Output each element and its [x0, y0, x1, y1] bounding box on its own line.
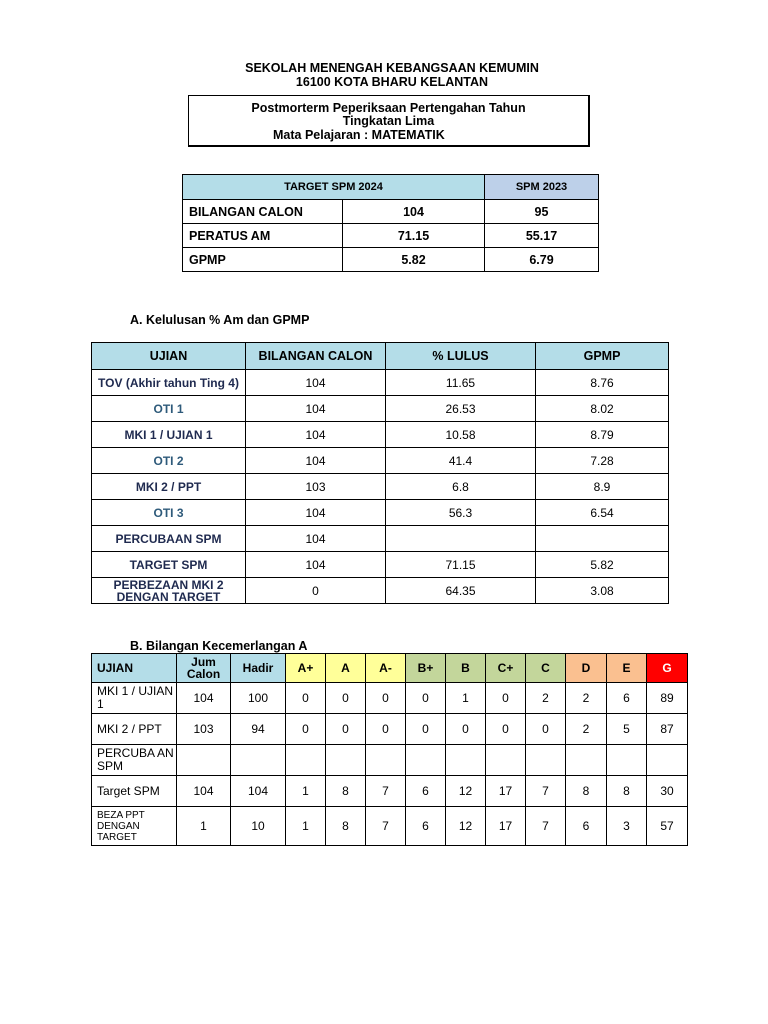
table-row: [92, 422, 669, 448]
cell: 87: [647, 714, 688, 745]
ujian-name: TARGET SPM: [92, 552, 246, 578]
section-a-table: [91, 342, 669, 604]
cell: 103: [177, 714, 231, 745]
ujian-name: MKI 2 / PPT: [92, 474, 246, 500]
table-row: [183, 248, 599, 272]
cell: 6: [566, 807, 607, 846]
school-name: SEKOLAH MENENGAH KEBANGSAAN KEMUMIN: [245, 61, 539, 75]
row-label: PERATUS AM: [183, 224, 343, 248]
header-grade-a-minus: A-: [366, 654, 406, 683]
calon-value: 104: [246, 448, 386, 474]
table-row: [92, 448, 669, 474]
cell: 57: [647, 807, 688, 846]
header-grade-b-plus: B+: [406, 654, 446, 683]
cell: 104: [177, 776, 231, 807]
cell: 2: [526, 683, 566, 714]
cell: 12: [446, 776, 486, 807]
gpmp-value: 8.9: [536, 474, 669, 500]
spm-2023-header: SPM 2023: [485, 175, 599, 200]
title-box: [188, 95, 590, 147]
calon-value: 104: [246, 370, 386, 396]
table-row: [92, 578, 669, 604]
ujian-name: PERCUBA AN SPM: [92, 745, 177, 776]
table-row: [92, 683, 688, 714]
row-label: BILANGAN CALON: [183, 200, 343, 224]
table-row: [92, 500, 669, 526]
calon-value: 104: [246, 500, 386, 526]
calon-value: 104: [246, 422, 386, 448]
row-label: GPMP: [183, 248, 343, 272]
spm2023-value: 55.17: [485, 224, 599, 248]
title-line-1: Postmorterm Peperiksaan Pertengahan Tahun: [251, 101, 526, 115]
ujian-name: MKI 1 / UJIAN 1: [92, 683, 177, 714]
ujian-name: MKI 1 / UJIAN 1: [92, 422, 246, 448]
cell: 1: [286, 776, 326, 807]
header-gpmp: GPMP: [536, 343, 669, 370]
cell: 104: [231, 776, 286, 807]
header-bilangan-calon: BILANGAN CALON: [246, 343, 386, 370]
cell: 104: [177, 683, 231, 714]
cell: [177, 745, 231, 776]
table-row: [92, 745, 688, 776]
cell: 7: [526, 776, 566, 807]
ujian-name: BEZA PPT DENGAN TARGET: [92, 807, 177, 846]
cell: 0: [406, 683, 446, 714]
lulus-value: 11.65: [386, 370, 536, 396]
cell: 17: [486, 776, 526, 807]
cell: 6: [406, 776, 446, 807]
cell: 10: [231, 807, 286, 846]
table-row: [183, 200, 599, 224]
cell: 8: [326, 776, 366, 807]
table-row: [183, 224, 599, 248]
target-table: [182, 174, 599, 272]
cell: 7: [366, 807, 406, 846]
table-row: [92, 370, 669, 396]
cell: 2: [566, 714, 607, 745]
cell: 0: [286, 683, 326, 714]
ujian-name: TOV (Akhir tahun Ting 4): [92, 370, 246, 396]
header-lulus: % LULUS: [386, 343, 536, 370]
lulus-value: 41.4: [386, 448, 536, 474]
table-row: [92, 714, 688, 745]
spm2023-value: 6.79: [485, 248, 599, 272]
calon-value: 103: [246, 474, 386, 500]
calon-value: 104: [246, 526, 386, 552]
target-value: 5.82: [343, 248, 485, 272]
gpmp-value: 8.76: [536, 370, 669, 396]
ujian-name: PERCUBAAN SPM: [92, 526, 246, 552]
section-b-title: B. Bilangan Kecemerlangan A: [130, 639, 308, 653]
section-a-header-row: [92, 343, 669, 370]
cell: [446, 745, 486, 776]
gpmp-value: 8.79: [536, 422, 669, 448]
gpmp-value: [536, 526, 669, 552]
cell: 5: [607, 714, 647, 745]
lulus-value: [386, 526, 536, 552]
cell: 0: [406, 714, 446, 745]
lulus-value: 64.35: [386, 578, 536, 604]
cell: 30: [647, 776, 688, 807]
cell: [566, 745, 607, 776]
gpmp-value: 8.02: [536, 396, 669, 422]
cell: 7: [366, 776, 406, 807]
table-row: [92, 807, 688, 846]
section-b-table: [91, 653, 688, 846]
cell: [231, 745, 286, 776]
table-row: [92, 474, 669, 500]
ujian-name: OTI 2: [92, 448, 246, 474]
ujian-name: OTI 1: [92, 396, 246, 422]
ujian-name: MKI 2 / PPT: [92, 714, 177, 745]
gpmp-value: 3.08: [536, 578, 669, 604]
cell: [326, 745, 366, 776]
ujian-name: OTI 3: [92, 500, 246, 526]
cell: 17: [486, 807, 526, 846]
cell: [286, 745, 326, 776]
calon-value: 0: [246, 578, 386, 604]
cell: 94: [231, 714, 286, 745]
lulus-value: 10.58: [386, 422, 536, 448]
ujian-name: Target SPM: [92, 776, 177, 807]
target-value: 71.15: [343, 224, 485, 248]
header-grade-b: B: [446, 654, 486, 683]
cell: 0: [286, 714, 326, 745]
cell: 8: [566, 776, 607, 807]
spm2023-value: 95: [485, 200, 599, 224]
cell: 0: [486, 714, 526, 745]
header-ujian: UJIAN: [92, 343, 246, 370]
header-grade-a: A: [326, 654, 366, 683]
target-table-header: [183, 175, 599, 200]
target-value: 104: [343, 200, 485, 224]
cell: 7: [526, 807, 566, 846]
cell: [406, 745, 446, 776]
section-a-title: A. Kelulusan % Am dan GPMP: [130, 313, 310, 327]
table-row: [92, 776, 688, 807]
gpmp-value: 7.28: [536, 448, 669, 474]
header-hadir: Hadir: [231, 654, 286, 683]
subject-line: Mata Pelajaran : MATEMATIK: [273, 128, 445, 142]
lulus-value: 26.53: [386, 396, 536, 422]
cell: 0: [446, 714, 486, 745]
cell: [647, 745, 688, 776]
cell: 8: [326, 807, 366, 846]
cell: 3: [607, 807, 647, 846]
lulus-value: 71.15: [386, 552, 536, 578]
cell: 0: [526, 714, 566, 745]
calon-value: 104: [246, 552, 386, 578]
cell: [607, 745, 647, 776]
header-grade-d: D: [566, 654, 607, 683]
header-ujian: UJIAN: [92, 654, 177, 683]
cell: 6: [406, 807, 446, 846]
cell: 0: [366, 683, 406, 714]
table-row: [92, 396, 669, 422]
header-grade-e: E: [607, 654, 647, 683]
table-row: [92, 552, 669, 578]
header-grade-c-plus: C+: [486, 654, 526, 683]
cell: 1: [177, 807, 231, 846]
header-jum-calon: Jum Calon: [177, 654, 231, 683]
table-row: [92, 526, 669, 552]
cell: 89: [647, 683, 688, 714]
ujian-name: PERBEZAAN MKI 2 DENGAN TARGET: [92, 578, 246, 604]
cell: 100: [231, 683, 286, 714]
title-line-2: Tingkatan Lima: [342, 114, 435, 128]
gpmp-value: 6.54: [536, 500, 669, 526]
cell: 12: [446, 807, 486, 846]
cell: 0: [366, 714, 406, 745]
section-b-header-row: [92, 654, 688, 683]
cell: [526, 745, 566, 776]
cell: 0: [326, 714, 366, 745]
lulus-value: 56.3: [386, 500, 536, 526]
header-grade-c: C: [526, 654, 566, 683]
header-grade-g: G: [647, 654, 688, 683]
lulus-value: 6.8: [386, 474, 536, 500]
school-address: 16100 KOTA BHARU KELANTAN: [295, 75, 489, 89]
cell: 6: [607, 683, 647, 714]
cell: [486, 745, 526, 776]
gpmp-value: 5.82: [536, 552, 669, 578]
cell: 1: [286, 807, 326, 846]
cell: 8: [607, 776, 647, 807]
cell: [366, 745, 406, 776]
calon-value: 104: [246, 396, 386, 422]
cell: 0: [486, 683, 526, 714]
target-spm-2024-header: TARGET SPM 2024: [183, 175, 485, 200]
cell: 1: [446, 683, 486, 714]
header-grade-a-plus: A+: [286, 654, 326, 683]
cell: 0: [326, 683, 366, 714]
cell: 2: [566, 683, 607, 714]
